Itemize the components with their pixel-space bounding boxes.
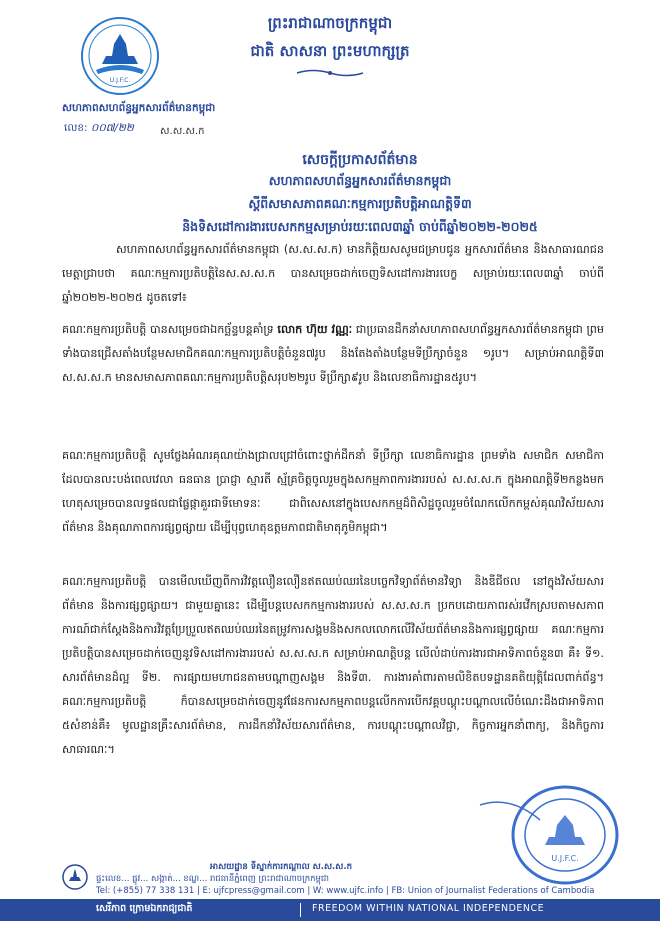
ujfc-logo: [80, 16, 160, 96]
president-name: លោក ហ៊ុយ វណ្ណៈ: [277, 323, 353, 336]
paragraph-direction: គណៈកម្មការប្រតិបត្តិ បានមើលឃើញពីការវិវត្តលឿនលឿនឥតឈប់ឈរនៃបច្ចេកវិទ្យាព័ត៌មានវិទ្យា និងឌីជីថល នៅក្នុងវិស័យសារព័ត៌មាន និងការផ្សព្វផ្សាយ។ ជាមួយគ្នានេះ ដើម្បីបន្តបេសកកម្មការងាររបស់ ស.ស.ស.ក ប្រកបដោយភាពរស់រវើកស្របតាមសភាពការណ៍ជាក់ស្តែងនិងការវិវត្តប្រែប្រួលឥតឈប់ឈរនៃតម្រូវការសង្គមនិងសកលលោកលើវិស័យព័ត៌មាននិងការផ្សព្វផ្សាយ គណៈកម្មការប្រតិបត្តិបានសម្រេចដាក់ចេញនូវទិសដៅការងាររបស់ ស.ស.ស.ក សម្រាប់អាណត្តិបន្ត លើលំដាប់ការងារជាអាទិភាពចំនួន៣ គឺ៖ ទី១. សារព័ត៌មានដ៏ល្អ ទី២. ការផ្សាយមហាជនតាមបណ្តាញសង្គម និងទី៣. ការងារគាំពារតាមលិខិតបទដ្ឋានគតិយុត្តិដែលពាក់ព័ន្ធ។ គណៈកម្មការប្រតិបត្តិ ក៏បានសម្រេចដាក់ចេញនូវផែនការសកម្មភាពបន្តលើកការបើកវគ្គបណ្តុះបណ្តាលលើចំណេះដឹងជាអាទិភាព ៥សំខាន់គឺ៖ មូលដ្ឋានគ្រឹះសារព័ត៌មាន, ការដឹកនាំវិស័យសារព័ត៌មាន, ការបណ្តុះបណ្តាលវិជ្ជា, កិច្ចការអ្នកនាំពាក្យ, និងកិច្ចការសាធារណៈ។: [62, 575, 604, 756]
stamp-caption: U.J.F.C.: [551, 854, 579, 863]
footer-address-title: អាសយដ្ឋាន ទីស្នាក់ការកណ្តាល ស.ស.ស.ក: [210, 862, 352, 872]
kingdom-line-2: ជាតិ សាសនា ព្រះមហាក្សត្រ: [250, 42, 410, 60]
reference-number: [64, 122, 134, 137]
paragraph-thanks: គណៈកម្មការប្រតិបត្តិ សូមថ្លែងអំណរគុណយ៉ាងជ្រាលជ្រៅចំពោះថ្នាក់ដឹកនាំ ទីប្រឹក្សា លេខាធិការដ្ឋាន ព្រមទាំង សមាជិក សមាជិកា ដែលបានលះបង់ពេលវេលា ធនធាន ប្រាជ្ញា ស្មារតី ស្ម័គ្រចិត្តចូលរួមក្នុងសកម្មភាពការងាររបស់ ស.ស.ស.ក ក្នុងអាណត្តិទី២កន្លងមក ហេតុសម្រេចបានលទ្ធផលជាផ្លែផ្កាគួរជាទីមោទនៈ ជាពិសេសនៅក្នុងបេសកកម្មដ៏ពិសិដ្ឋចូលរួមចំណែកលើកកម្ពស់គុណវិស័យសារព័ត៌មាន និងគុណភាពការផ្សព្វផ្សាយ ដើម្បីបុព្វហេតុឧត្តមភាពជាតិមាតុភូមិកម្ពុជា។: [62, 449, 604, 534]
logo-caption: U.J.F.C.: [109, 77, 131, 84]
paragraph-committee-rest: ជាប្រធានដឹកនាំសហភាពសហព័ន្ធអ្នកសារព័ត៌មានកម្ពុជា ព្រមទាំងបានជ្រើសតាំងបន្ថែមសមាជិកគណៈកម្មការប្រតិបត្តិចំនួន៧រូប និងតែងតាំងបន្ថែមទីប្រឹក្សាចំនួន ១រូប។ សម្រាប់អាណត្តិទី៣ ស.ស.ស.ក មានសមាសភាពគណៈកម្មការប្រតិបត្តិសរុប២២រូប ទីប្រឹក្សា៩រូប និងលេខាធិការដ្ឋាន៥រូប។: [62, 323, 604, 384]
motto-english: FREEDOM WITHIN NATIONAL INDEPENDENCE: [312, 903, 545, 914]
motto-divider: [300, 903, 301, 917]
footer-logo-icon: [62, 864, 88, 890]
official-stamp: [470, 775, 620, 885]
footer-address-detail: ផ្ទះលេខ... ផ្លូវ... សង្កាត់... ខណ្ឌ... រាជធានីភ្នំពេញ ព្រះរាជាណាចក្រកម្ពុជា: [96, 874, 329, 884]
paragraph-committee-lead: គណៈកម្មការប្រតិបត្តិ បានសម្រេចជាឯកច្ឆ័ន្ទបន្តគាំទ្រ: [62, 323, 278, 336]
ref-suffix: ស.ស.ស.ក: [160, 126, 205, 137]
ref-prefix: លេខ:: [64, 122, 88, 134]
title-organization: សហភាពសហព័ន្ធអ្នកសារព័ត៌មានកម្ពុជា: [268, 173, 452, 188]
paragraph-committee: [62, 318, 604, 390]
kingdom-line-1: ព្រះរាជាណាចក្រកម្ពុជា: [267, 14, 393, 32]
motto-khmer: សេរីភាព ក្រោមឯករាជ្យជាតិ: [96, 903, 193, 914]
title-period: និងទិសដៅការងារបេសកកម្មសម្រាប់រយៈពេល៣ឆ្នាំ ចាប់ពីឆ្នាំ២០២២-២០២៥: [182, 219, 538, 234]
ornament-divider-icon: [295, 68, 365, 78]
footer-motto-bar: [0, 899, 660, 921]
paragraph-intro: សហភាពសហព័ន្ធអ្នកសារព័ត៌មានកម្ពុជា (ស.ស.ស.ក) មានកិត្តិយសសូមជម្រាបជូន អ្នកសារព័ត៌មាន និងសាធារណជន មេត្តាជ្រាបថា គណៈកម្មការប្រតិបត្តិនៃស.ស.ស.ក បានសម្រេចដាក់ចេញទិសដៅការងារបេក្ខ សម្រាប់រយៈពេល៣ឆ្នាំ ចាប់ពីឆ្នាំ២០២២-២០២៥ ដូចតទៅ៖: [62, 243, 604, 304]
title-subject: ស្តីពីសមាសភាពគណៈកម្មការប្រតិបត្តិអាណត្តិទី៣: [248, 196, 472, 211]
footer-contact: Tel: (+855) 77 338 131 | E: ujfcpress@gmail.com | W: www.ujfc.info | FB: Union of Journalist Federations of Cambodia: [96, 886, 595, 896]
press-release-title: សេចក្តីប្រកាសព័ត៌មាន: [302, 152, 418, 168]
organization-name: សហភាពសហព័ន្ធអ្នកសារព័ត៌មានកម្ពុជា: [62, 102, 216, 114]
ref-number: ០០៧/២២: [90, 122, 134, 134]
